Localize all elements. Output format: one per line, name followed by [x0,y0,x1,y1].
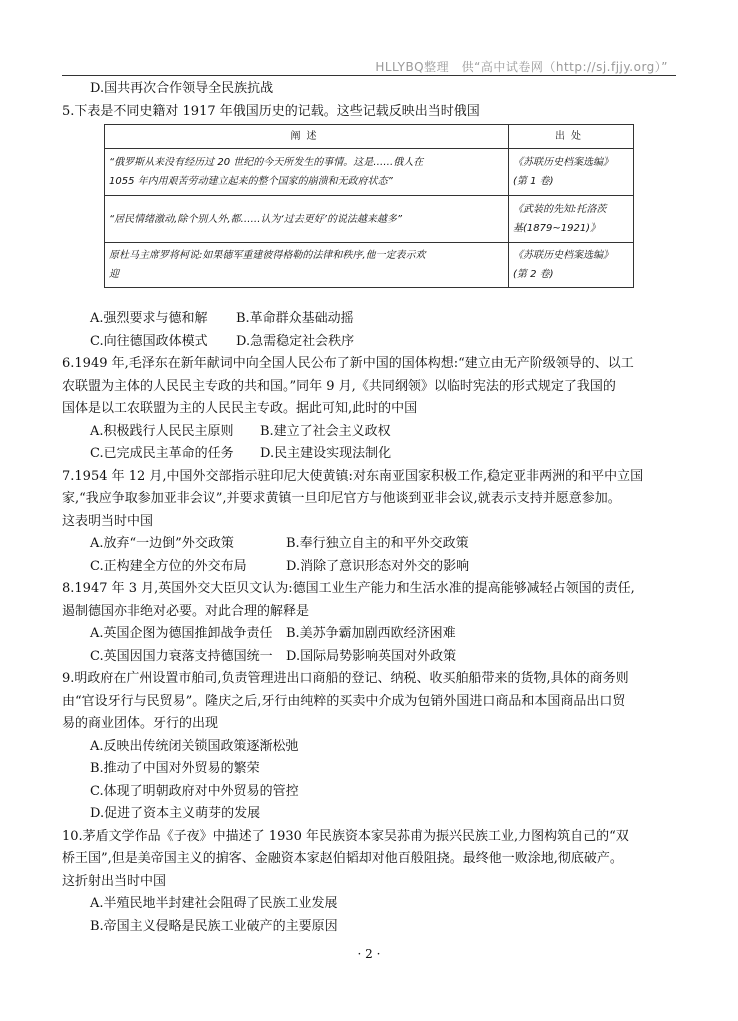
q7-stem-line: 这表明当时中国 [62,513,154,529]
q8-option-c: C.英国因国力衰落支持德国统一 [90,648,273,664]
q8-stem-line: 8.1947 年 3 月,英国外交大臣贝文认为:德国工业生产能力和生活水准的提高能够减轻占领国的责任, [62,581,635,596]
table-cell-source: 基(1879~1921)》 [513,223,601,234]
table-cell-source: 《苏联历史档案选编》 [513,250,613,261]
q4-option-d: D.国共再次合作领导全民族抗战 [90,81,274,96]
q5-option-c: C.向往德国政体模式 [90,333,208,349]
q6-option-a: A.积极践行人民民主原则 [90,423,234,439]
table-cell-text: 原杜马主席罗将柯说:如果德军重建彼得格勒的法律和秩序,他一定表示欢 [109,250,426,261]
table-cell-text: 迎 [109,269,119,280]
q5-stem: 5.下表是不同史籍对 1917 年俄国历史的记载。这些记载反映出当时俄国 [62,103,480,119]
table-row [105,243,634,288]
table-cell-source: (第 1 卷) [513,176,554,187]
q8-options-row [62,646,676,669]
q7-option-a: A.放弃“一边倒”外交政策 [90,536,234,551]
q10-option-a: A.半殖民地半封建社会阻碍了民族工业发展 [90,896,338,911]
q5-options-row [62,331,676,354]
q9-option-d: D.促进了资本主义萌芽的发展 [90,806,261,821]
q7-stem-line: 7.1954 年 12 月,中国外交部指示驻印尼大使黄镇:对东南亚国家积极工作,稳定亚非两洲的和平中立国 [62,468,644,484]
q5-option-a: A.强烈要求与德和解 [90,311,208,326]
q9-option-b: B.推动了中国对外贸易的繁荣 [90,761,260,776]
table-header-source: 出处 [509,125,634,149]
q9-option-a: A.反映出传统闭关锁国政策逐渐松弛 [90,738,299,754]
table-row [105,196,634,243]
q8-option-b: B.美苏争霸加剧西欧经济困难 [286,626,456,641]
q6-stem-line: 国体是以工农联盟为主的人民民主专政。据此可知,此时的中国 [62,401,418,416]
q9-stem-line: 易的商业团体。牙行的出现 [62,716,219,731]
q6-options-row [62,421,676,444]
q6-option-c: C.已完成民主革命的任务 [90,446,234,461]
q7-options-row [62,533,676,556]
q7-option-b: B.奉行独立自主的和平外交政策 [286,536,469,551]
q10-stem-line: 桥王国”,但是美帝国主义的掮客、金融资本家赵伯韬却对他百般阻挠。最终他一败涂地,彻底破产。 [62,851,623,866]
q10-stem-line: 这折射出当时中国 [62,873,167,889]
table-cell-text: “居民情绪激动,除个别人外,都……认为‘过去更好’的说法越来越多” [109,213,403,225]
q5-option-b: B.革命群众基础动摇 [236,311,354,326]
q10-option-b: B.帝国主义侵略是民族工业破产的主要原因 [90,918,338,934]
q8-option-d: D.国际局势影响英国对外政策 [286,648,457,664]
table-cell-text: 1055 年内用艰苦劳动建立起来的整个国家的崩溃和无政府状态” [109,176,393,187]
table-header-statement: 阐述 [105,125,509,149]
q9-stem-line: 由“官设牙行与民贸易”。隆庆之后,牙行由纯粹的买卖中介成为包销外国进口商品和本国商品出口贸 [62,693,626,709]
q7-options-row [62,556,676,579]
page-header: HLLYBQ整理 供“高中试卷网（http://sj.fjjy.org）” [375,60,668,74]
q8-options-row [62,623,676,646]
q6-stem-line: 农联盟为主体的人民民主专政的共和国。”同年 9 月,《共同纲领》以临时宪法的形式规定了我国的 [62,378,616,394]
q10-stem-line: 10.茅盾文学作品《子夜》中描述了 1930 年民族资本家吴荪甫为振兴民族工业,力图构筑自己的“双 [62,828,629,844]
q7-stem-line: 家,“我应争取参加亚非会议”,并要求黄镇一旦印尼官方与他谈到亚非会议,就表示支持并愿意参加。 [62,491,621,506]
q6-stem-line: 6.1949 年,毛泽东在新年献词中向全国人民公布了新中国的国体构想:“建立由无产阶级领导的、以工 [62,356,634,371]
q6-option-d: D.民主建设实现法制化 [260,446,392,461]
page-content [62,78,676,938]
page-number: · 2 · [357,947,381,961]
q7-option-d: D.消除了意识形态对外交的影响 [286,558,470,574]
table-cell-text: “俄罗斯从来没有经历过 20 世纪的今天所发生的事情。这是……俄人在 [109,157,424,168]
q8-option-a: A.英国企图为德国推卸战争责任 [90,626,273,641]
table-cell-source: 《苏联历史档案选编》 [513,157,613,168]
q9-option-c: C.体现了明朝政府对中外贸易的管控 [90,783,299,799]
table-cell-source: (第 2 卷) [513,269,554,280]
q5-option-d: D.急需稳定社会秩序 [236,333,355,349]
q5-source-table [104,124,634,288]
q5-options-row [62,308,676,331]
table-cell-source: 《武装的先知:托洛茨 [513,204,607,215]
header-rule [62,75,676,76]
q7-option-c: C.正构建全方位的外交布局 [90,558,247,574]
table-row [105,149,634,196]
q9-stem-line: 9.明政府在广州设置市舶司,负责管理进出口商船的登记、纳税、收买舶船带来的货物,具体的商务则 [62,671,629,686]
q8-stem-line: 遏制德国亦非绝对必要。对此合理的解释是 [62,603,310,619]
q6-option-b: B.建立了社会主义政权 [260,423,391,439]
q6-options-row [62,443,676,466]
